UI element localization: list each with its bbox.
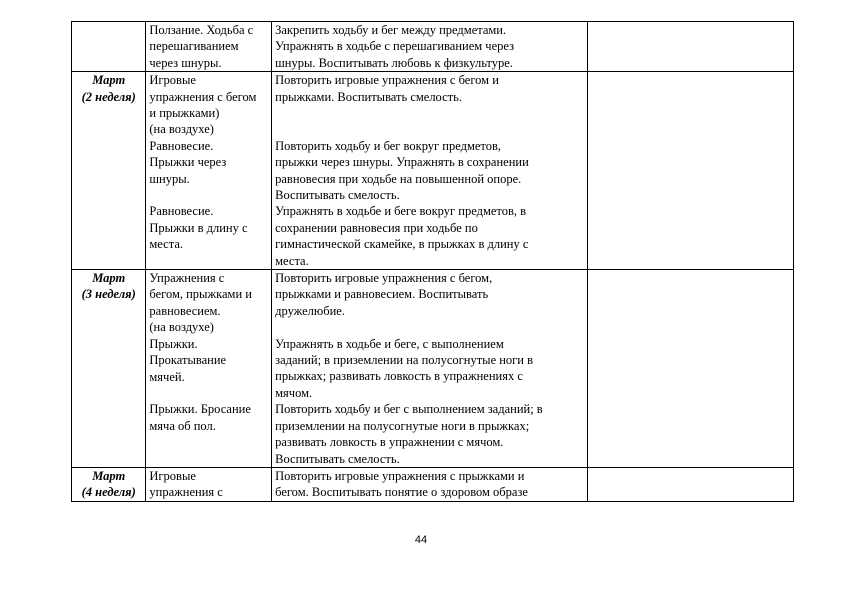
period-month: Март: [92, 73, 126, 88]
notes-cell: [587, 72, 793, 270]
goals-cell: Закрепить ходьбу и бег между предметами. Упражнять в ходьбе с перешагиванием через шнуры. Воспитывать любовь к физкультуре.: [272, 22, 587, 72]
activity-cell: Ползание. Ходьба с перешагиванием через шнуры.: [146, 22, 272, 72]
activity-cell: Игровые упражнения с: [146, 467, 272, 501]
period-month: Март: [92, 271, 126, 286]
page-number: 44: [414, 534, 428, 546]
goals-cell: Повторить игровые упражнения с бегом, прыжками и равновесием. Воспитывать дружелюбие. Упражнять в ходьбе и беге, с выполнением заданий; в приземлении на полусогнутые ноги в прыжках; развивать ловкость в упражнениях с мячом. Повторить ходьбу и бег с выполнением заданий; в приземлении на полусогнутые ноги в прыжках; развивать ловкость в упражнении с мячом. Воспитывать смелость.: [272, 270, 587, 468]
period-week: (2 неделя): [81, 89, 136, 104]
table-row: [72, 22, 794, 72]
period-cell: [72, 270, 146, 468]
table-row: [72, 467, 794, 501]
lesson-plan-table: [71, 21, 794, 502]
goals-cell: Повторить игровые упражнения с прыжками и бегом. Воспитывать понятие о здоровом образе: [272, 467, 587, 501]
notes-cell: [587, 22, 793, 72]
period-cell: [72, 72, 146, 270]
period-cell: [72, 467, 146, 501]
period-week: (4 неделя): [81, 485, 136, 500]
activity-cell: Упражнения с бегом, прыжками и равновесием. (на воздухе) Прыжки. Прокатывание мячей. Прыжки. Бросание мяча об пол.: [146, 270, 272, 468]
table-row: [72, 72, 794, 270]
notes-cell: [587, 270, 793, 468]
notes-cell: [587, 467, 793, 501]
table-row: [72, 270, 794, 468]
activity-cell: Игровые упражнения с бегом и прыжками) (на воздухе) Равновесие. Прыжки через шнуры. Равновесие. Прыжки в длину с места.: [146, 72, 272, 270]
period-month: Март: [92, 468, 126, 483]
period-week: (3 неделя): [81, 287, 136, 302]
period-cell: [72, 22, 146, 72]
goals-cell: Повторить игровые упражнения с бегом и прыжками. Воспитывать смелость. Повторить ходьбу и бег вокруг предметов, прыжки через шнуры. Упражнять в сохранении равновесия при ходьбе на повышенной опоре. Воспитывать смелость. Упражнять в ходьбе и беге вокруг предметов, в сохранении равновесия при ходьбе по гимнастической скамейке, в прыжках в длину с места.: [272, 72, 587, 270]
